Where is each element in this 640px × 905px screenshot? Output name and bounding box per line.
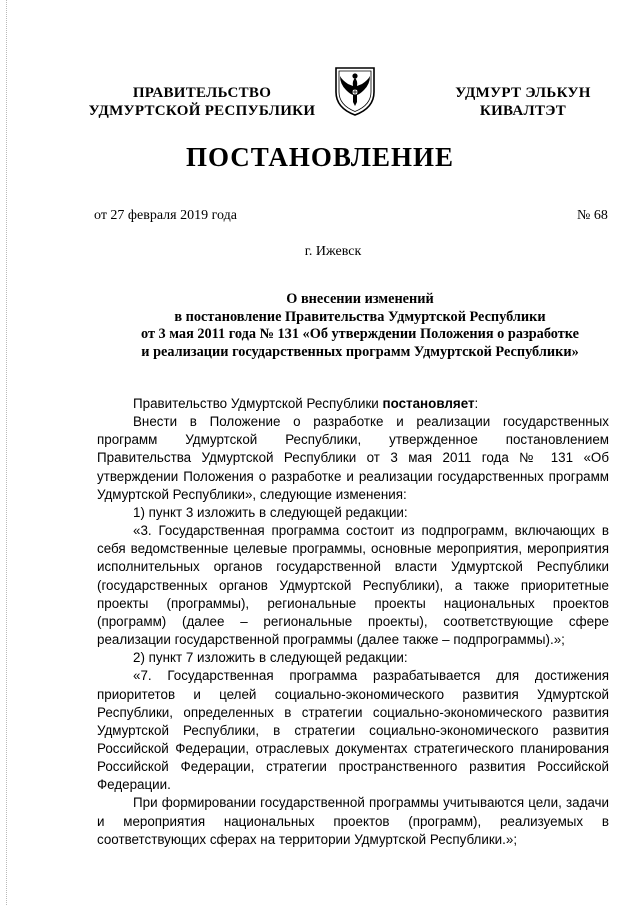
body-paragraph-item1: 1) пункт 3 изложить в следующей редакции: — [133, 504, 408, 520]
header-government-ru — [82, 84, 322, 120]
body-paragraph-national-projects: При формировании государственной программы учитываются цели, задачи и мероприятия национальных проектов (программ), реализуемых в соответствующих сферах на территории Удмуртской Республики.»; — [97, 795, 609, 847]
header-right-line1: УДМУРТ ЭЛЬКУН — [455, 85, 591, 101]
body-paragraph-clause3: «3. Государственная программа состоит из подпрограмм, включающих в себя ведомственные целевые программы, основные мероприятия, мероприятия исполнительных органов государственной власти Удмуртской Республики (государственных органов Удмуртской Республики), а также приоритетные проекты (программы), региональные проекты национальных проектов (программ) (далее – региональные проекты), соответствующие сфере реализации государственной программы (далее также – подпрограммы).»; — [97, 523, 609, 648]
body-paragraph-intro — [97, 395, 609, 413]
subject-line3: от 3 мая 2011 года № 131 «Об утверждении Положения о разработке — [141, 326, 579, 342]
document-date: от 27 февраля 2019 года — [94, 208, 237, 223]
document-city: г. Ижевск — [304, 244, 362, 259]
body-paragraph-clause7: «7. Государственная программа разрабатывается для достижения приоритетов и целей социально-экономического развития Удмуртской Республики, определенных в стратегии социально-экономического развития Удмуртской Республики, в стратегии социально-экономического развития Российской Федерации, отраслевых документах стратегического планирования Российской Федерации, стратегии пространственного развития Российской Федерации. — [97, 668, 609, 793]
subject-line1: О внесении изменений — [286, 291, 434, 307]
coat-of-arms-emblem-icon — [330, 64, 380, 118]
document-number: № 68 — [577, 208, 608, 223]
document-title: ПОСТАНОВЛЕНИЕ — [185, 142, 455, 172]
subject-line2: в постановление Правительства Удмуртской Республики — [174, 308, 546, 325]
scan-margin-line — [6, 0, 8, 905]
body-paragraph-item2: 2) пункт 7 изложить в следующей редакции: — [133, 650, 408, 666]
document-subject — [80, 291, 640, 361]
header-left-line2: УДМУРТСКОЙ РЕСПУБЛИКИ — [88, 103, 316, 119]
intro-colon: : — [474, 396, 479, 411]
header-government-udm — [428, 84, 618, 120]
header-right-line2: КИВАЛТЭТ — [479, 103, 567, 119]
body-paragraph-amend: Внести в Положение о разработке и реализации государственных программ Удмуртской Республики, утвержденное постановлением Правительства Удмуртской Республики от 3 мая 2011 года № 131 «Об утверждении Положения о разработке и реализации государственных программ Удмуртской Республики», следующие изменения: — [97, 414, 609, 502]
document-body — [97, 395, 609, 849]
header-left-line1: ПРАВИТЕЛЬСТВО — [132, 85, 272, 101]
intro-text: Правительство Удмуртской Республики — [133, 396, 383, 411]
subject-line4: и реализации государственных программ Удмуртской Республики» — [141, 343, 579, 360]
intro-bold-verb: постановляет — [382, 396, 475, 411]
